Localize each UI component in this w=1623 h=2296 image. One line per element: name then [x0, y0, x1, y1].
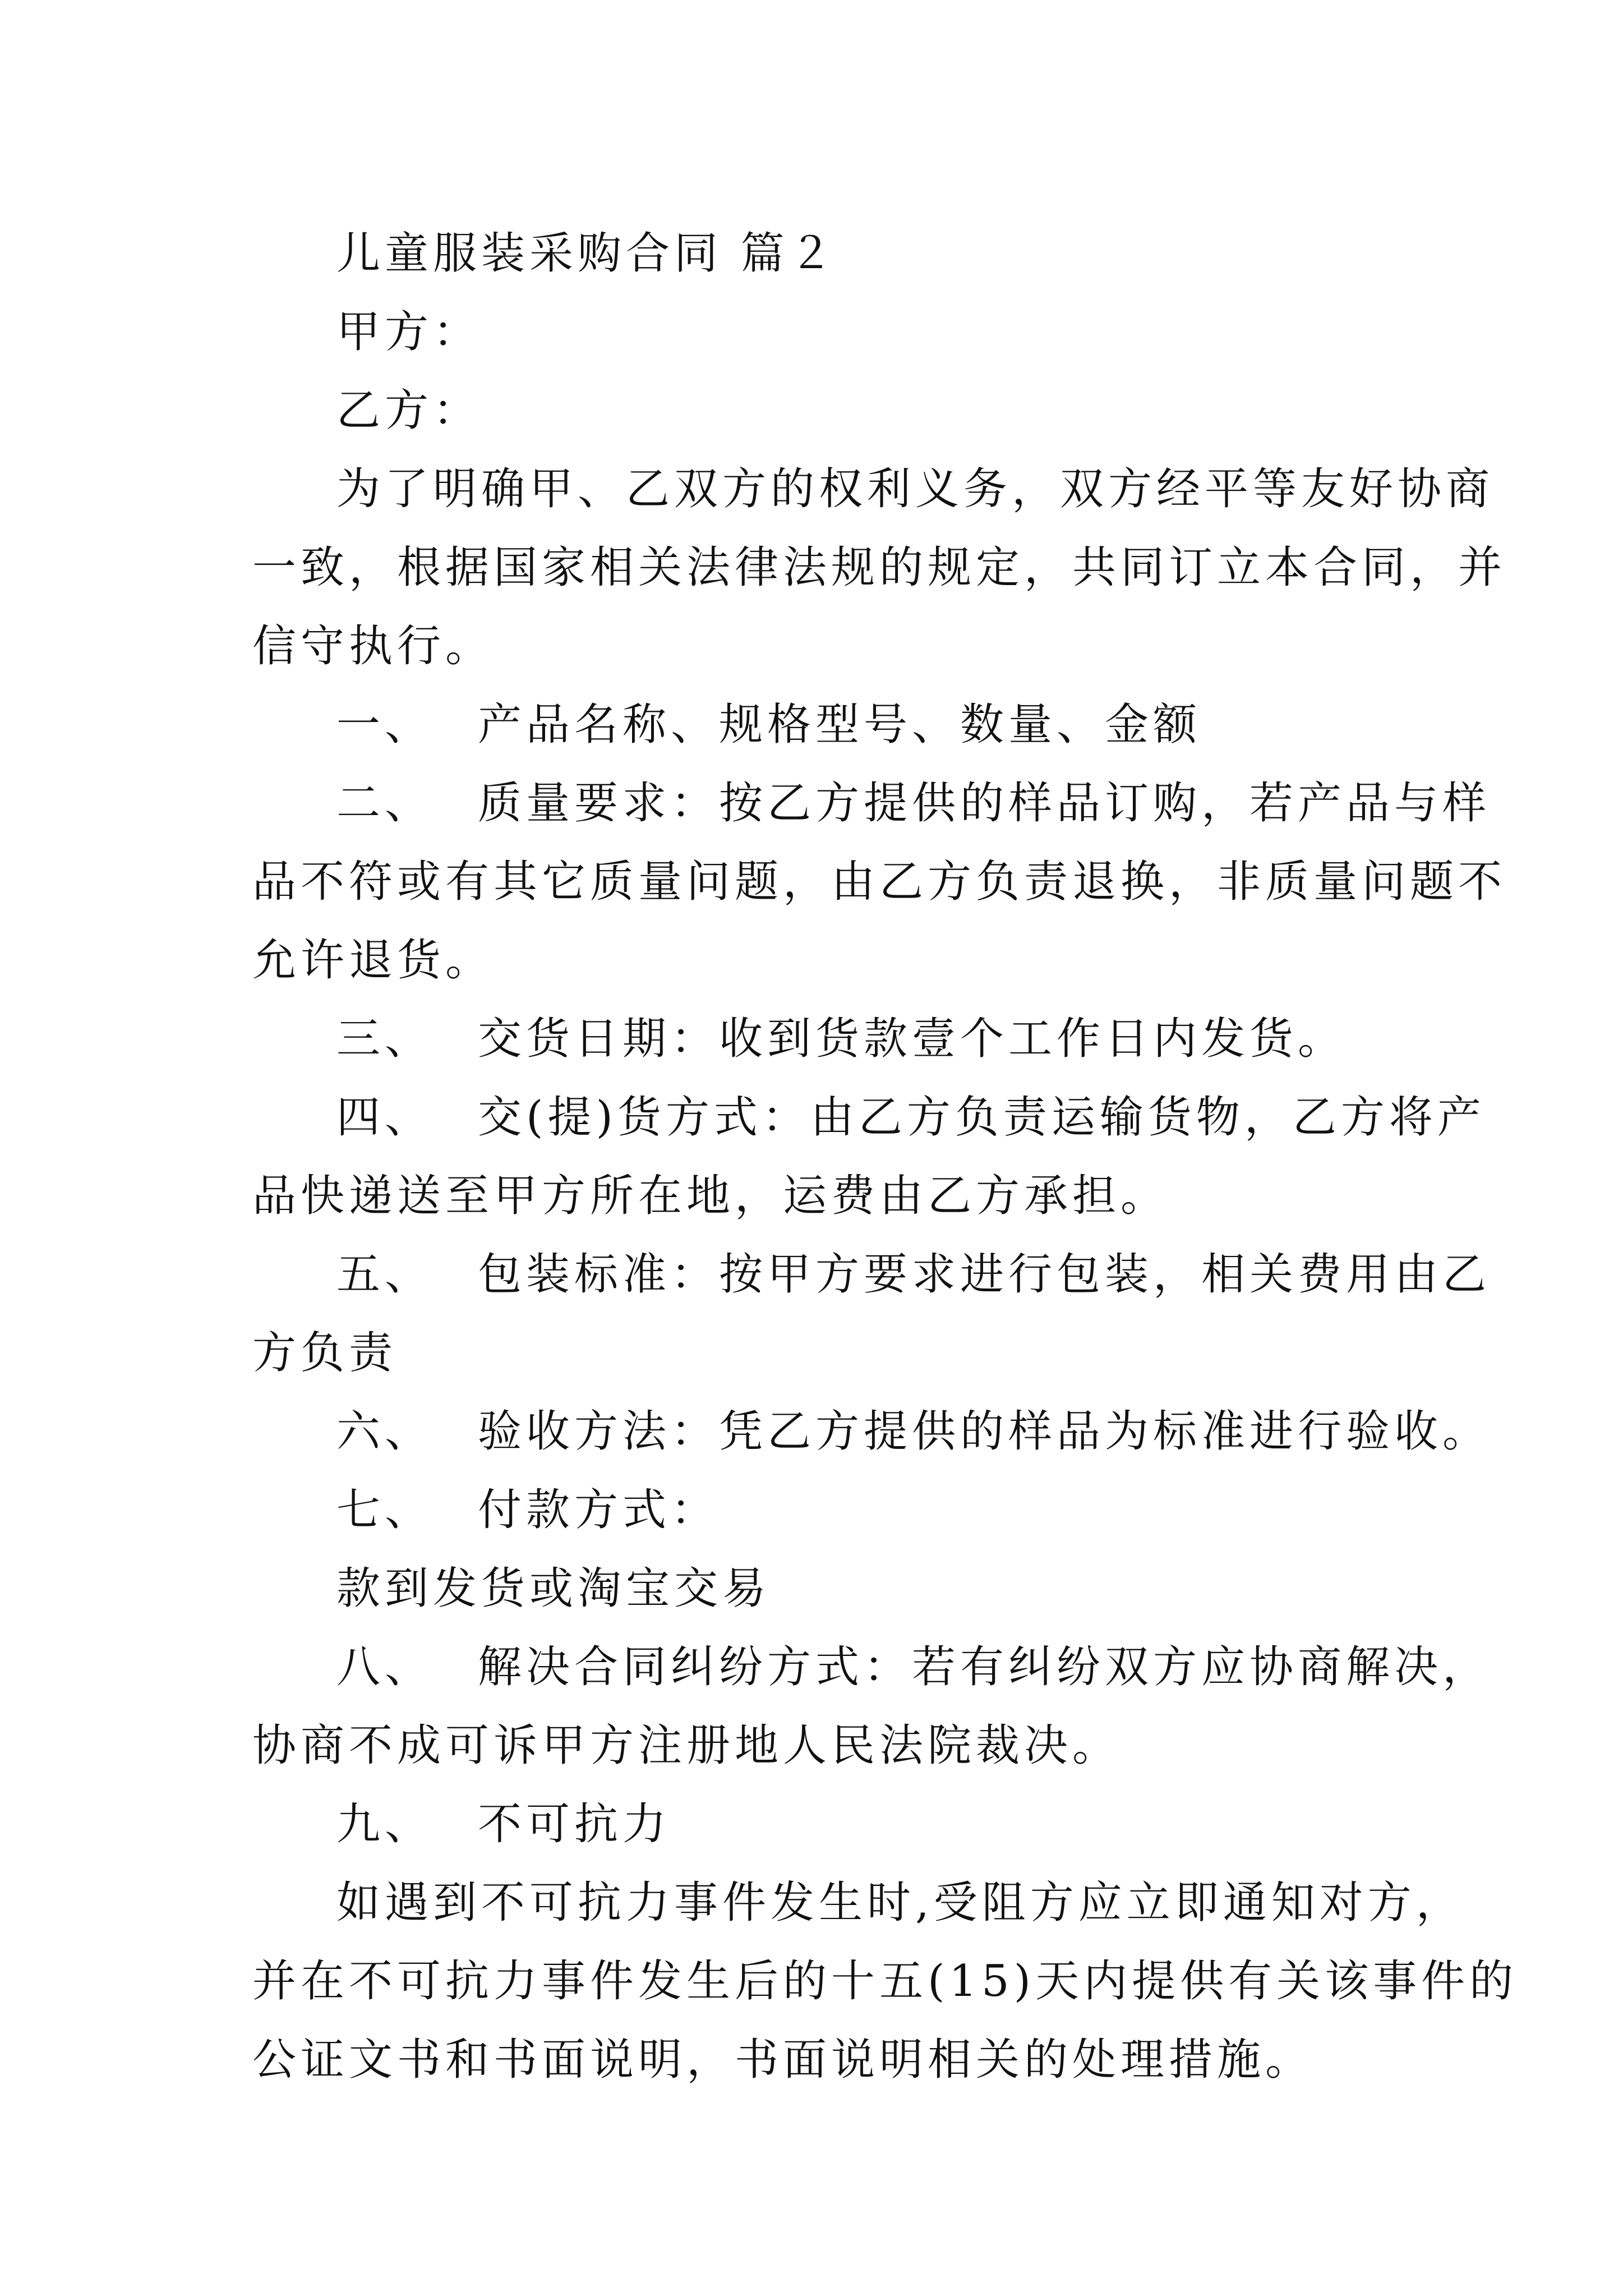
clause-4-continued: 品快递送至甲方所在地，运费由乙方承担。 — [252, 1171, 1169, 1221]
clause-1 — [252, 685, 1374, 764]
clause-text: 付款方式： — [478, 1485, 720, 1535]
clause-3 — [252, 1000, 1374, 1078]
clause-text: 不可抗力 — [478, 1799, 671, 1849]
clause-text: 产品名称、规格型号、数量、金额 — [478, 700, 1202, 750]
clause-number: 七、 — [336, 1485, 434, 1535]
clause-number: 九、 — [336, 1799, 434, 1849]
clause-text: 交货日期：收到货款壹个工作日内发货。 — [478, 1014, 1347, 1064]
clause-9 — [252, 1785, 1374, 1864]
clause-number: 四、 — [336, 1092, 434, 1143]
clause-8 — [252, 1628, 1491, 1706]
intro-line: 一致，根据国家相关法律法规的规定，共同订立本合同，并 — [252, 542, 1507, 593]
clause-5-continued: 方负责 — [252, 1328, 398, 1378]
clause-2-continued: 品不符或有其它质量问题，由乙方负责退换，非质量问题不 — [252, 857, 1507, 907]
intro-line: 为了明确甲、乙双方的权利义务，双方经平等友好协商 — [336, 464, 1495, 514]
clause-5 — [252, 1235, 1491, 1314]
force-majeure-line: 并在不可抗力事件发生后的十五(15)天内提供有关该事件的 — [252, 1956, 1518, 2007]
clause-number: 二、 — [336, 778, 434, 829]
force-majeure-line: 如遇到不可抗力事件发生时,受阻方应立即通知对方， — [336, 1878, 1464, 1928]
party-a-label: 甲方： — [336, 307, 482, 357]
clause-7 — [252, 1471, 1374, 1549]
document-title: 儿童服装采购合同 篇２ — [336, 228, 837, 279]
clause-number: 六、 — [336, 1406, 434, 1457]
clause-2 — [252, 764, 1491, 843]
clause-number: 三、 — [336, 1014, 434, 1064]
clause-8-continued: 协商不成可诉甲方注册地人民法院裁决。 — [252, 1720, 1121, 1771]
clause-text: 验收方法：凭乙方提供的样品为标准进行验收。 — [478, 1406, 1491, 1457]
clause-number: 八、 — [336, 1642, 434, 1692]
clause-4 — [252, 1078, 1486, 1157]
clause-2-continued: 允许退货。 — [252, 935, 494, 986]
clause-text: 解决合同纠纷方式：若有纠纷双方应协商解决， — [478, 1642, 1491, 1692]
force-majeure-line: 公证文书和书面说明，书面说明相关的处理措施。 — [252, 2035, 1314, 2085]
clause-text: 质量要求：按乙方提供的样品订购，若产品与样 — [478, 778, 1491, 829]
party-b-label: 乙方： — [336, 385, 482, 436]
contract-page — [252, 214, 1518, 2099]
payment-note: 款到发货或淘宝交易 — [336, 1563, 771, 1614]
clause-text: 包装标准：按甲方要求进行包装，相关费用由乙 — [478, 1249, 1491, 1300]
intro-line: 信守执行。 — [252, 621, 494, 671]
clause-6 — [252, 1392, 1491, 1471]
clause-number: 五、 — [336, 1249, 434, 1300]
clause-number: 一、 — [336, 700, 434, 750]
clause-text: 交(提)货方式：由乙方负责运输货物，乙方将产 — [478, 1092, 1486, 1143]
